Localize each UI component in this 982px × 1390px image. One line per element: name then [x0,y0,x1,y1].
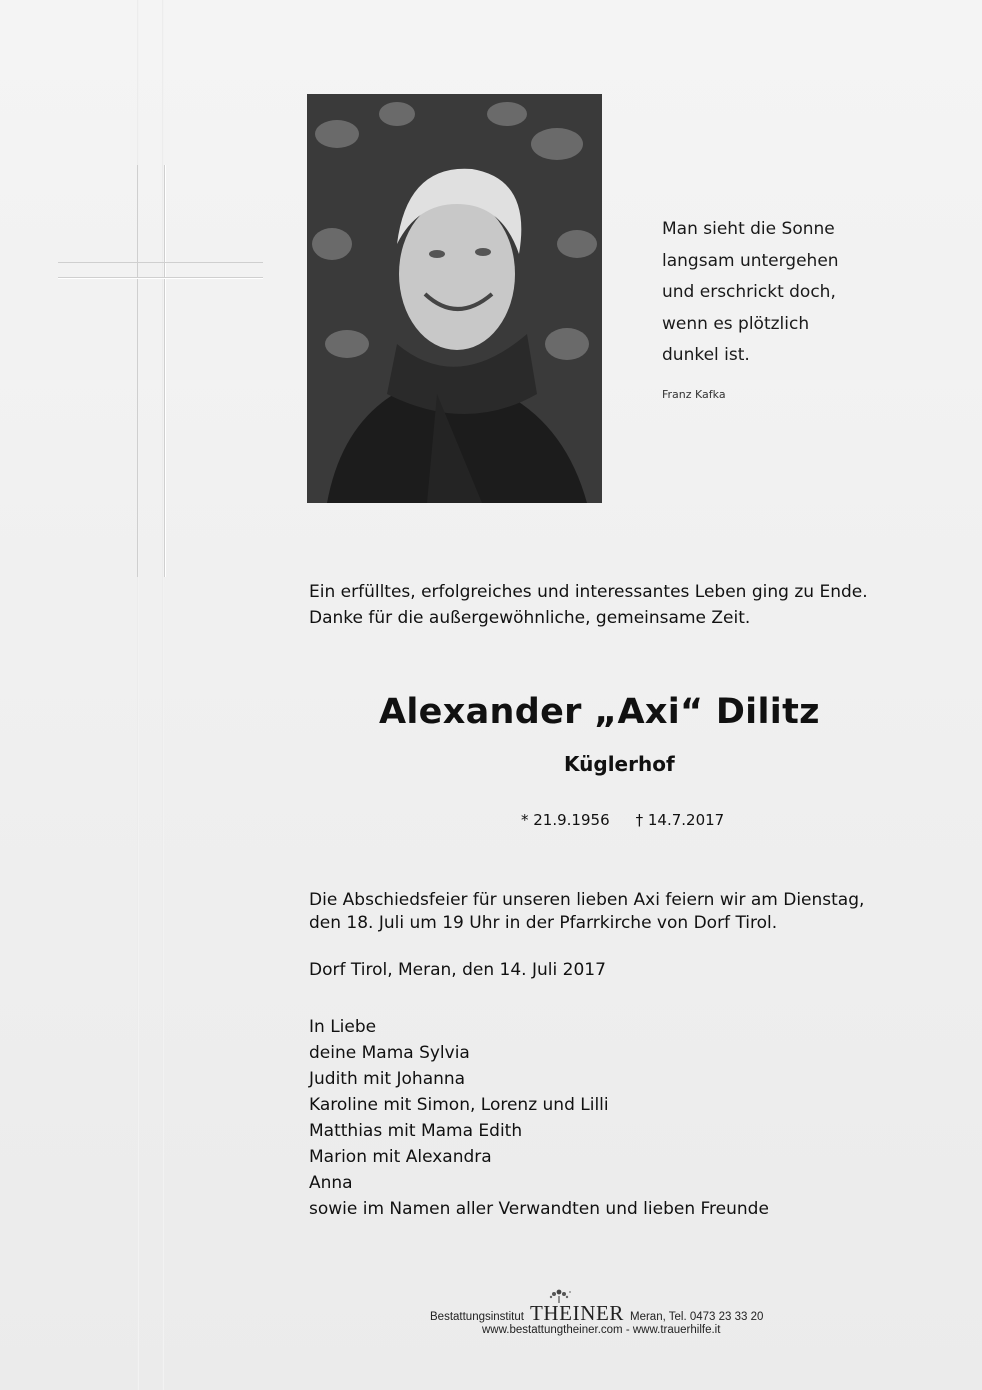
websites[interactable]: www.bestattungtheiner.com - www.trauerhilfe.it [482,1324,721,1336]
quote-line: wenn es plötzlich [662,313,810,334]
family-line: Anna [309,1173,353,1193]
institute-label: Bestattungsinstitut [430,1311,524,1323]
intro-line-1: Ein erfülltes, erfolgreiches und interessantes Leben ging zu Ende. [309,582,868,602]
quote-line: langsam untergehen [662,250,839,271]
place-date: Dorf Tirol, Meran, den 14. Juli 2017 [309,960,606,980]
funeral-home-footer [430,1303,830,1336]
family-line: Matthias mit Mama Edith [309,1121,523,1141]
quote-line: Man sieht die Sonne [662,219,835,239]
ceremony-text [309,889,864,934]
family-line: Judith mit Johanna [309,1069,466,1089]
intro-text [309,580,868,631]
ceremony-line-1: Die Abschiedsfeier für unseren lieben Axi feiern wir am Dienstag, [309,890,865,910]
family-line: deine Mama Sylvia [309,1043,470,1063]
intro-line-2: Danke für die außergewöhnliche, gemeinsame Zeit. [309,607,751,628]
death-date: † 14.7.2017 [635,811,725,829]
birth-date: * 21.9.1956 [521,811,610,829]
contact-info: Meran, Tel. 0473 23 33 20 [630,1311,764,1323]
life-dates [521,811,724,829]
farm-name: Küglerhof [564,752,675,776]
family-line: Karoline mit Simon, Lorenz und Lilli [309,1095,609,1115]
family-line: In Liebe [309,1017,377,1037]
portrait-photo [307,94,602,503]
quote-text [662,214,839,372]
family-line: sowie im Namen aller Verwandten und lieben Freunde [309,1199,769,1219]
family-line: Marion mit Alexandra [309,1147,492,1167]
tree-icon [544,1289,574,1303]
brand-name: THEINER [529,1301,624,1325]
ceremony-line-2: den 18. Juli um 19 Uhr in der Pfarrkirche von Dorf Tirol. [309,912,778,933]
quote-line: und erschrickt doch, [662,282,836,302]
brand-logo [530,1303,624,1323]
deceased-name: Alexander „Axi“ Dilitz [379,692,820,732]
quote-author: Franz Kafka [662,388,726,401]
family-list [309,1014,769,1222]
quote-line: dunkel ist. [662,345,750,365]
